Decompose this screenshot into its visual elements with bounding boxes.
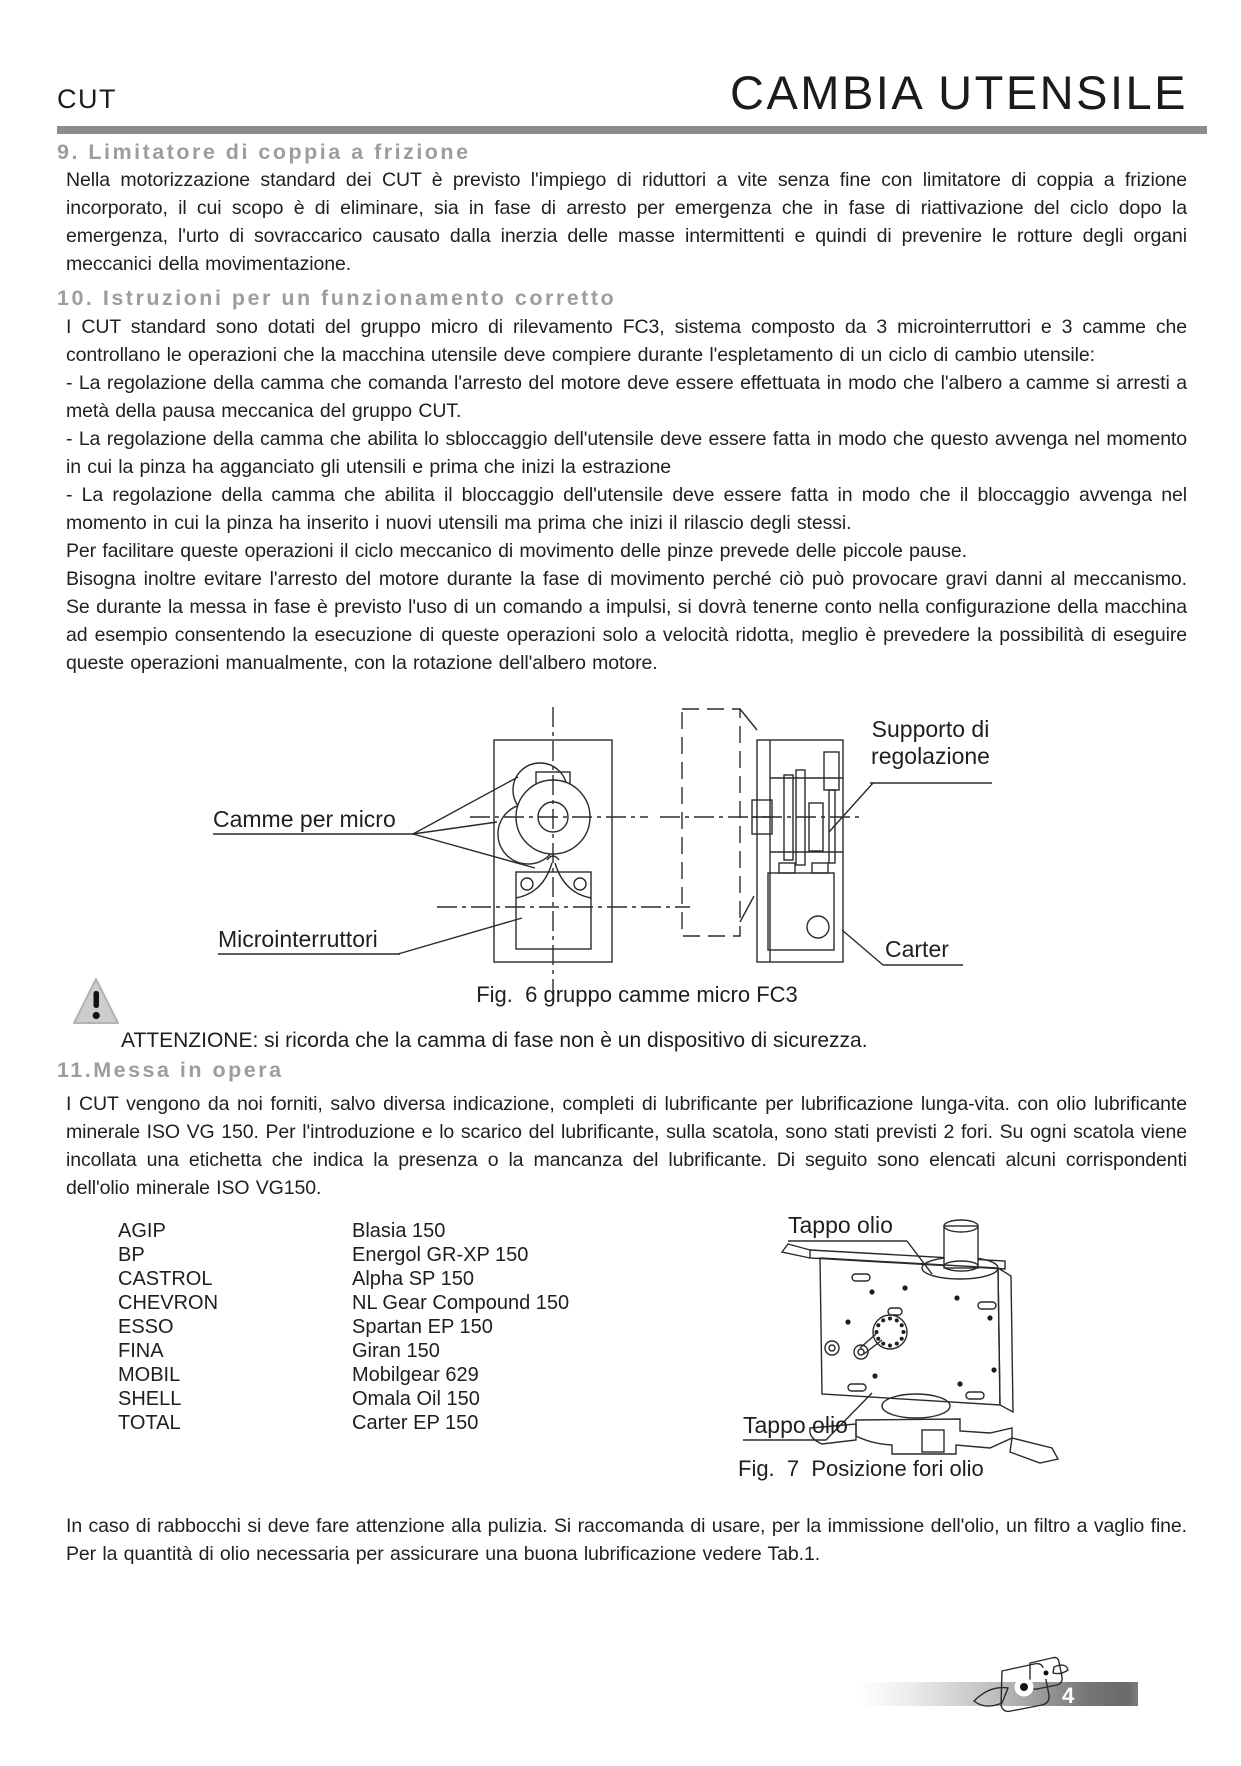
section-10-paragraph: Bisogna inoltre evitare l'arresto del motore durante la fase di movimento perché ciò può provocare gravi danni al meccanismo. Se durante la messa in fase è previsto l'uso di un comando a impulsi, si dovrà tenerne conto nella configurazione della macchina ad esempio consentendo la esecuzione di queste operazioni solo a velocità ridotta, meglio è prevedere la possibilità di eseguire queste operazioni manualmente, con la rotazione dell'albero motore. (66, 568, 1187, 674)
oil-table-row (118, 1339, 569, 1363)
fig7-caption: Fig. 7 Posizione fori olio (738, 1456, 984, 1481)
fig6-label-supporto-line2: regolazione (871, 743, 990, 769)
oil-product: Carter EP 150 (352, 1412, 479, 1434)
fig6-label-carter: Carter (885, 936, 949, 962)
closing-paragraph: In caso di rabbocchi si deve fare attenzione alla pulizia. Si raccomanda di usare, per la immissione dell'olio, un filtro a vaglio fine. Per la quantità di olio necessaria per assicurare una buona lubrificazione vedere Tab.1. (66, 1515, 1187, 1565)
oil-table-row (118, 1387, 569, 1411)
oil-product: Spartan EP 150 (352, 1316, 493, 1338)
section-10-paragraph: - La regolazione della camma che abilita lo sbloccaggio dell'utensile deve essere fatta in modo che questo avvenga nel momento in cui la pinza ha agganciato gli utensili e prima che inizi la estrazione (66, 428, 1187, 478)
oil-table-row (118, 1267, 569, 1291)
section-10-body (66, 313, 1187, 677)
figure-7 (660, 1200, 1220, 1500)
oil-product: Omala Oil 150 (352, 1388, 480, 1410)
fig6-label-microinterruttori: Microinterruttori (218, 926, 378, 952)
section-9-body: Nella motorizzazione standard dei CUT è previsto l'impiego di riduttori a vite senza fine con limitatore di coppia a frizione incorporato, il cui scopo è di eliminare, sia in fase di arresto per emergenza che in fase di riattivazione del ciclo dopo la emergenza, l'urto di sovraccarico causato dalla inerzia delle masse intermittenti e quindi di prevenire le rotture degli organi meccanici della movimentazione. (66, 169, 1187, 275)
warning-text: ATTENZIONE: si ricorda che la camma di fase non è un dispositivo di sicurezza. (121, 1029, 868, 1052)
oil-brand: ESSO (118, 1316, 174, 1338)
oil-brand: TOTAL (118, 1412, 181, 1434)
fig6-label-supporto (858, 716, 1003, 770)
section-10-paragraph: I CUT standard sono dotati del gruppo micro di rilevamento FC3, sistema composto da 3 microinterruttori e 3 camme che controllano le operazioni che la macchina utensile deve compiere durante l'espletamento di un ciclo di cambio utensile: (66, 316, 1187, 366)
fig7-technical-drawing (660, 1200, 1220, 1500)
page-title: CAMBIA UTENSILE (730, 66, 1188, 119)
section-10-paragraph: - La regolazione della camma che abilita il bloccaggio dell'utensile deve essere fatta in modo che il bloccaggio avvenga nel momento in cui la pinza ha inserito i nuovi utensili ma prima che inizi il rilascio degli stessi. (66, 484, 1187, 534)
oil-brand: FINA (118, 1340, 164, 1362)
section-9-heading: 9. Limitatore di coppia a frizione (57, 140, 471, 164)
oil-brand: CASTROL (118, 1268, 213, 1290)
figure-6 (0, 700, 1241, 1015)
section-11-body: I CUT vengono da noi forniti, salvo diversa indicazione, completi di lubrificante per lubrificazione lunga-vita. con olio lubrificante minerale ISO VG 150. Per l'introduzione e lo scarico del lubrificante, sulla scatola, sono stati previsti 2 fori. Su ogni scatola viene incollata una etichetta che indica la presenza o la mancanza del lubrificante. Di seguito sono elencati alcuni corrispondenti dell'olio minerale ISO VG150. (66, 1093, 1187, 1199)
fig6-caption: Fig. 6 gruppo camme micro FC3 (476, 982, 798, 1007)
oil-product: Alpha SP 150 (352, 1268, 474, 1290)
oil-table-row (118, 1219, 569, 1243)
header-rule (57, 126, 1207, 134)
oil-product: Mobilgear 629 (352, 1364, 479, 1386)
oil-table-row (118, 1411, 569, 1435)
oil-table-row (118, 1243, 569, 1267)
oil-product: Giran 150 (352, 1340, 440, 1362)
header-product-code: CUT (57, 84, 117, 114)
oil-brand: SHELL (118, 1388, 182, 1410)
fig7-label-tappo-olio-top: Tappo olio (788, 1212, 893, 1238)
page-number: 4 (1062, 1683, 1075, 1708)
section-10-paragraph: Per facilitare queste operazioni il ciclo meccanico di movimento delle pinze prevede delle piccole pause. (66, 540, 967, 562)
oil-product: NL Gear Compound 150 (352, 1292, 570, 1314)
oil-brand: CHEVRON (118, 1292, 219, 1314)
oil-product: Energol GR-XP 150 (352, 1244, 529, 1266)
brand-logo-icon (968, 1655, 1070, 1717)
section-10-paragraph: - La regolazione della camma che comanda l'arresto del motore deve essere effettuata in modo che l'albero a camme si arresti a metà della pausa meccanica del gruppo CUT. (66, 372, 1187, 422)
oil-brand: MOBIL (118, 1364, 181, 1386)
section-10-heading: 10. Istruzioni per un funzionamento corretto (57, 286, 617, 310)
fig6-label-supporto-line1: Supporto di (871, 716, 990, 742)
oil-table-row (118, 1363, 569, 1387)
oil-table (118, 1219, 569, 1435)
fig7-label-tappo-olio-bottom: Tappo olio (743, 1412, 848, 1438)
section-11-heading: 11.Messa in opera (57, 1058, 284, 1082)
oil-brand: BP (118, 1244, 145, 1266)
oil-product: Blasia 150 (352, 1220, 446, 1242)
fig6-label-camme: Camme per micro (213, 806, 396, 832)
warning-icon (72, 976, 120, 1028)
oil-table-row (118, 1315, 569, 1339)
fig6-technical-drawing (0, 700, 1241, 1015)
oil-table-row (118, 1291, 569, 1315)
oil-brand: AGIP (118, 1220, 166, 1242)
